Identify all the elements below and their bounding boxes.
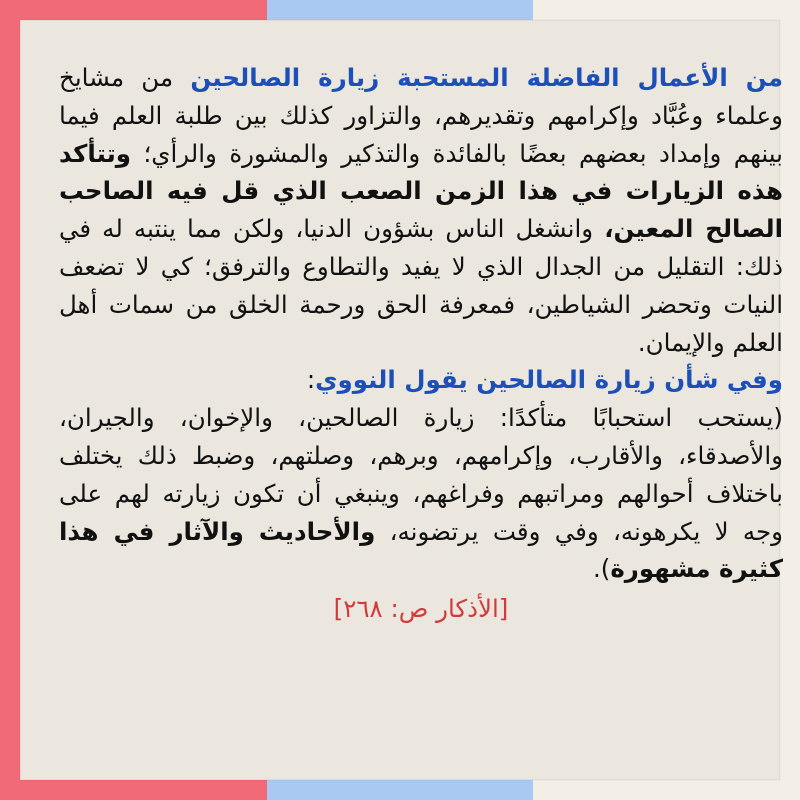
article-text — [59, 59, 783, 628]
quote-text: (يستحب استحبابًا متأكدًا: زيارة الصالحين، والإخوان، والجيران، والأصدقاء، والأقارب، وإكرامهم، وبرهم، وصلتهم، وضبط ذلك يختلف باختلاف أحوالهم ومراتبهم وفراغهم، وينبغي أن تكون زيارته لهم على وجه لا يكرهونه، وفي وقت يرتضونه، — [59, 403, 783, 546]
content-card — [20, 20, 783, 780]
quote-end: ). — [592, 554, 611, 584]
paragraph-1-text-1: من مشايخ وعلماء وعُبَّاد وإكرامهم وتقديرهم، والتزاور كذلك بين طلبة العلم فيما بينهم وإمداد بعضهم بعضًا بالفائدة والتذكير والمشورة والرأي؛ — [59, 63, 783, 168]
paragraph-1 — [59, 59, 783, 361]
heading-nawawi: وفي شأن زيارة الصالحين يقول النووي — [315, 365, 783, 395]
heading-visiting-righteous: من الأعمال الفاضلة المستحبة زيارة الصالحين — [190, 63, 783, 92]
paragraph-2-colon: : — [306, 365, 316, 395]
paragraph-3 — [59, 399, 783, 588]
paragraph-1-bold: وتتأكد هذه الزيارات في هذا الزمن الصعب الذي قل فيه الصاحب الصالح المعين، — [59, 138, 783, 244]
paragraph-2 — [59, 361, 783, 399]
paragraph-1-text-2: وانشغل الناس بشؤون الدنيا، ولكن مما ينتبه له في ذلك: التقليل من الجدال الذي لا يفيد والتطاوع والترفق؛ كي لا تضعف النيات وتحضر الشياطين، فمعرفة الحق ورحمة الخلق من سمات أهل العلم والإيمان. — [59, 214, 783, 357]
quote-bold: والأحاديث والآثار في هذا كثيرة مشهورة — [59, 516, 783, 584]
citation: [الأذكار ص: ٢٦٨] — [333, 594, 509, 624]
